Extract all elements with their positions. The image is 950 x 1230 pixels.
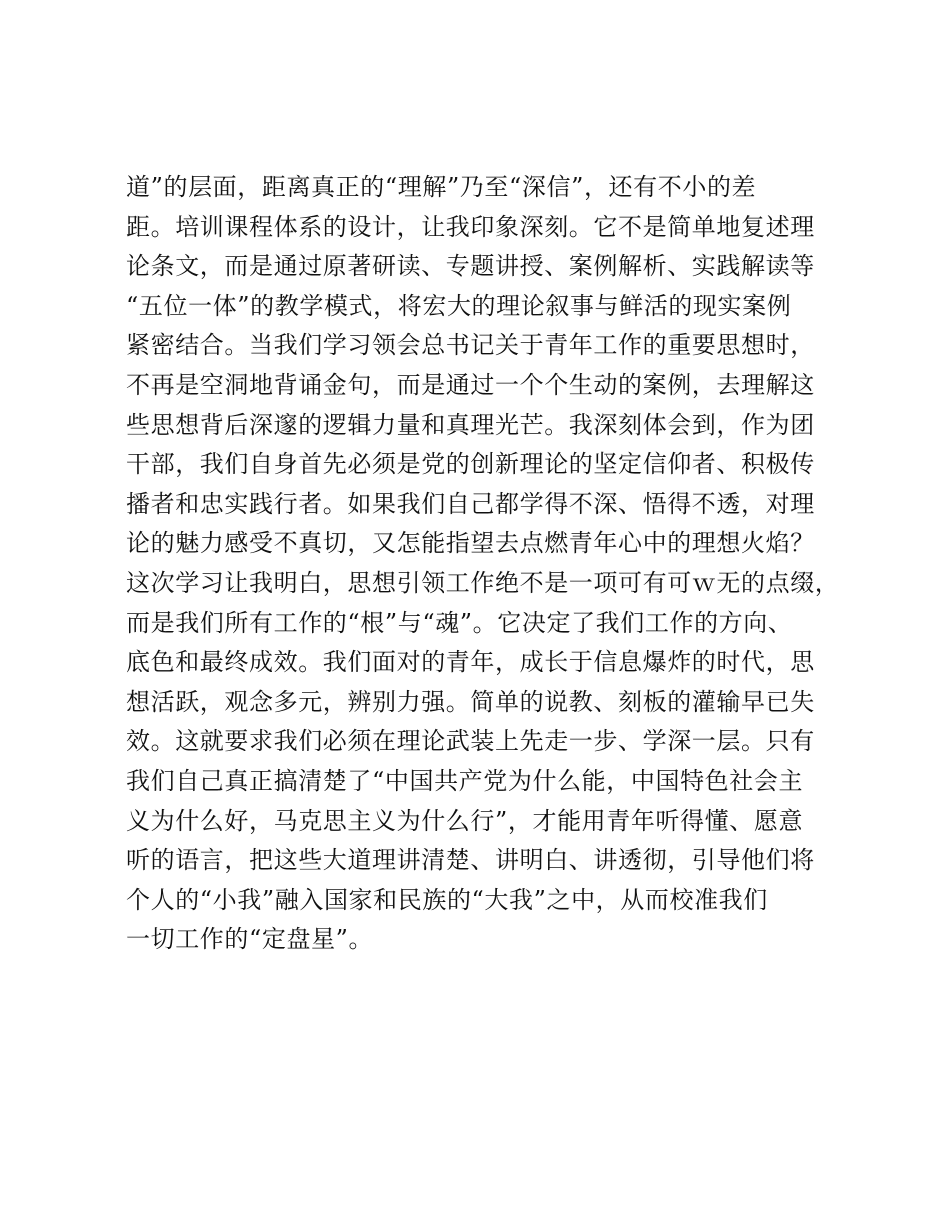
text-line-10: 论的魅力感受不真切，又怎能指望去点燃青年心中的理想火焰？ [126,529,815,558]
text-line-11: 这次学习让我明白，思想引领工作绝不是一项可有可ｗ无的点缀， [126,568,840,597]
text-line-20: 一切工作的“定盘星”。 [126,925,374,954]
text-line-16: 我们自己真正搞清楚了“中国共产党为什么能，中国特色社会主 [126,766,804,795]
text-line-6: 不再是空洞地背诵金句，而是通过一个个生动的案例，去理解这 [126,370,815,399]
text-line-1: 道”的层面，距离真正的“理解”乃至“深信”，还有不小的差 [126,173,757,201]
text-line-4: “五位一体”的教学模式，将宏大的理论叙事与鲜活的现实案例 [126,291,792,320]
text-line-2: 距。培训课程体系的设计，让我印象深刻。它不是简单地复述理 [126,212,815,241]
text-line-13: 底色和最终成效。我们面对的青年，成长于信息爆炸的时代，思 [126,648,815,677]
text-line-19: 个人的“小我”融入国家和民族的“大我”之中，从而校准我们 [126,885,768,914]
text-line-17: 义为什么好，马克思主义为什么行”，才能用青年听得懂、愿意 [126,806,804,835]
text-line-9: 播者和忠实践行者。如果我们自己都学得不深、悟得不透，对理 [126,489,815,518]
text-line-7: 些思想背后深邃的逻辑力量和真理光芒。我深刻体会到，作为团 [126,410,815,439]
text-line-15: 效。这就要求我们必须在理论武装上先走一步、学深一层。只有 [126,727,815,756]
body-paragraph [126,168,846,960]
text-line-5: 紧密结合。当我们学习领会总书记关于青年工作的重要思想时， [126,331,815,360]
text-line-3: 论条文，而是通过原著研读、专题讲授、案例解析、实践解读等 [126,252,815,281]
text-line-14: 想活跃，观念多元，辨别力强。简单的说教、刻板的灌输早已失 [126,687,815,716]
text-line-18: 听的语言，把这些大道理讲清楚、讲明白、讲透彻，引导他们将 [126,846,815,875]
text-line-8: 干部，我们自身首先必须是党的创新理论的坚定信仰者、积极传 [126,450,815,479]
text-line-12: 而是我们所有工作的“根”与“魂”。它决定了我们工作的方向、 [126,608,793,637]
